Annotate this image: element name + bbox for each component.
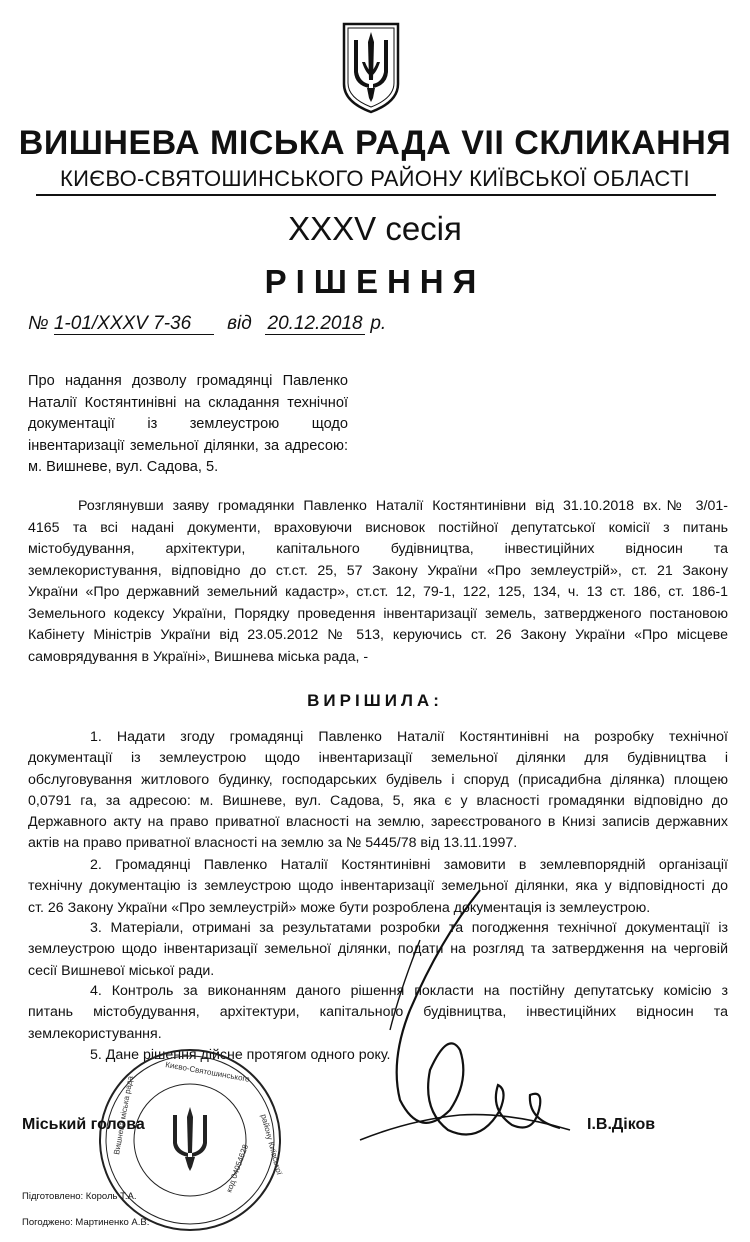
date-suffix: р.: [370, 313, 387, 334]
session-title: XXXV сесія: [288, 210, 462, 247]
header-divider: [36, 194, 716, 196]
preamble-line: Земельного кодексу України, Порядку проведення інвентаризації земель, затвердженого постановою: [28, 605, 728, 622]
preamble-line: Розглянувши заяву громадянки Павленко Наталії Костянтинівни від 31.10.2018 вх.№ 3/01-: [78, 498, 728, 514]
signatory-name: І.В.Діков: [587, 1116, 656, 1133]
item-line: землеустрою щодо інвентаризації земельної ділянки, подати на розгляд та затвердження на черговій: [28, 941, 728, 958]
item-line: ст. 26 Закону України «Про землеустрій» може бути розроблена документація із землеустрою.: [28, 899, 651, 916]
topic-line: документації із землеустрою щодо: [28, 416, 348, 432]
item-line: 5. Дане рішення дійсне протягом одного року.: [90, 1047, 391, 1063]
item-line: 2. Громадянці Павленко Наталії Костянтинівні замовити в землевпорядній організації: [90, 857, 728, 873]
preamble-line: самоврядування в Україні», Вишнева міська рада, -: [28, 648, 369, 665]
item-line: 4. Контроль за виконанням даного рішення покласти на постійну депутатську комісію з: [90, 983, 728, 999]
item-line: землекористування.: [28, 1025, 162, 1042]
preamble-line: землекористування, відповідно до ст.ст. 25, 57 Закону України «Про землеустрій», ст. 21 Закону: [28, 562, 728, 579]
item-line: 0,0791 га, за адресою: м. Вишневе, вул. Садова, 5, яка є у власності громадянки відповідно до: [28, 792, 728, 809]
preamble-line: містобудування, архітектури, капітального будівництва, інвестиційних відносин та: [28, 541, 728, 557]
topic-line: інвентаризації земельної ділянки, за адресою:: [28, 437, 348, 454]
decision-number-line: [28, 313, 386, 335]
item-line: 1. Надати згоду громадянці Павленко Наталії Костянтинівні на розробку технічної: [90, 729, 728, 745]
item-line: технічну документацію із землеустрою щодо інвентаризації земельної ділянки, яка у відповідності до: [28, 878, 728, 895]
decision-item-1: [28, 727, 728, 855]
item-line: питань містобудування, архітектури, капітального будівництва, інвестиційних відносин та: [28, 1004, 728, 1021]
item-line: сесії Вишневої міської ради.: [28, 962, 215, 979]
item-line: 3. Матеріали, отримані за результатами розробки та погодження технічної документації із: [90, 920, 728, 936]
topic-line: Про надання дозволу громадянці Павленко: [28, 373, 348, 389]
decision-date: 20.12.2018: [265, 314, 365, 335]
number-label: №: [28, 313, 49, 334]
item-line: Державного акту на право приватної власності на землю, зареєстрованого в Книзі записів державних: [28, 814, 728, 831]
preamble-line: Кабінету Міністрів України від 23.05.2012 № 513, керуючись ст. 26 Закону України «Про місцеве: [28, 627, 728, 643]
signatory-title: Міський голова: [22, 1116, 145, 1133]
decision-number: 1-01/XXXV 7-36: [54, 314, 214, 335]
district-subtitle: КИЄВО-СВЯТОШИНСЬКОГО РАЙОНУ КИЇВСЬКОЇ ОБЛАСТІ: [60, 166, 690, 191]
prepared-by: Підготовлено: Король Т.А.: [22, 1191, 137, 1202]
date-label: від: [227, 313, 252, 334]
topic-line: м. Вишневе, вул. Садова, 5.: [28, 459, 219, 475]
item-line: обслуговування житлового будинку, господарських будівель і споруд (присадибна ділянка) площею: [28, 771, 728, 788]
topic-line: Наталії Костянтинівні на складання технічної: [28, 394, 348, 411]
official-seal-stamp: [95, 1045, 285, 1235]
svg-text:Києво-Святошинського: Києво-Святошинського: [164, 1060, 251, 1084]
svg-text:району Київської: району Київської: [259, 1113, 284, 1176]
preamble-line: України «Про державний земельний кадастр», ст.ст. 12, 79-1, 122, 125, 134, ч. 13 ст. 186, ст. 186-1: [28, 584, 728, 600]
decision-topic: [28, 371, 348, 479]
item-line: документації із землеустрою щодо інвентаризації земельної ділянки для будівництва і: [28, 750, 728, 767]
council-title: ВИШНЕВА МІСЬКА РАДА VII СКЛИКАННЯ: [18, 124, 732, 162]
handwritten-signature: [330, 880, 590, 1180]
item-line: актів на право приватної власності на землю за № 5445/78 від 13.11.1997.: [28, 835, 518, 852]
document-type: РІШЕННЯ: [264, 263, 486, 300]
preamble-paragraph: [28, 496, 728, 668]
agreed-by: Погоджено: Мартиненко А.В.: [22, 1217, 150, 1228]
svg-text:код 04054628: код 04054628: [224, 1143, 251, 1194]
preamble-line: 4165 та всі надані документи, враховуючи висновок постійної депутатської комісії з питань: [28, 519, 728, 536]
resolved-heading: ВИРІШИЛА:: [307, 691, 443, 710]
trident-emblem-icon: [340, 22, 402, 114]
svg-text:Вишнева міська рада: Вишнева міська рада: [112, 1075, 135, 1156]
